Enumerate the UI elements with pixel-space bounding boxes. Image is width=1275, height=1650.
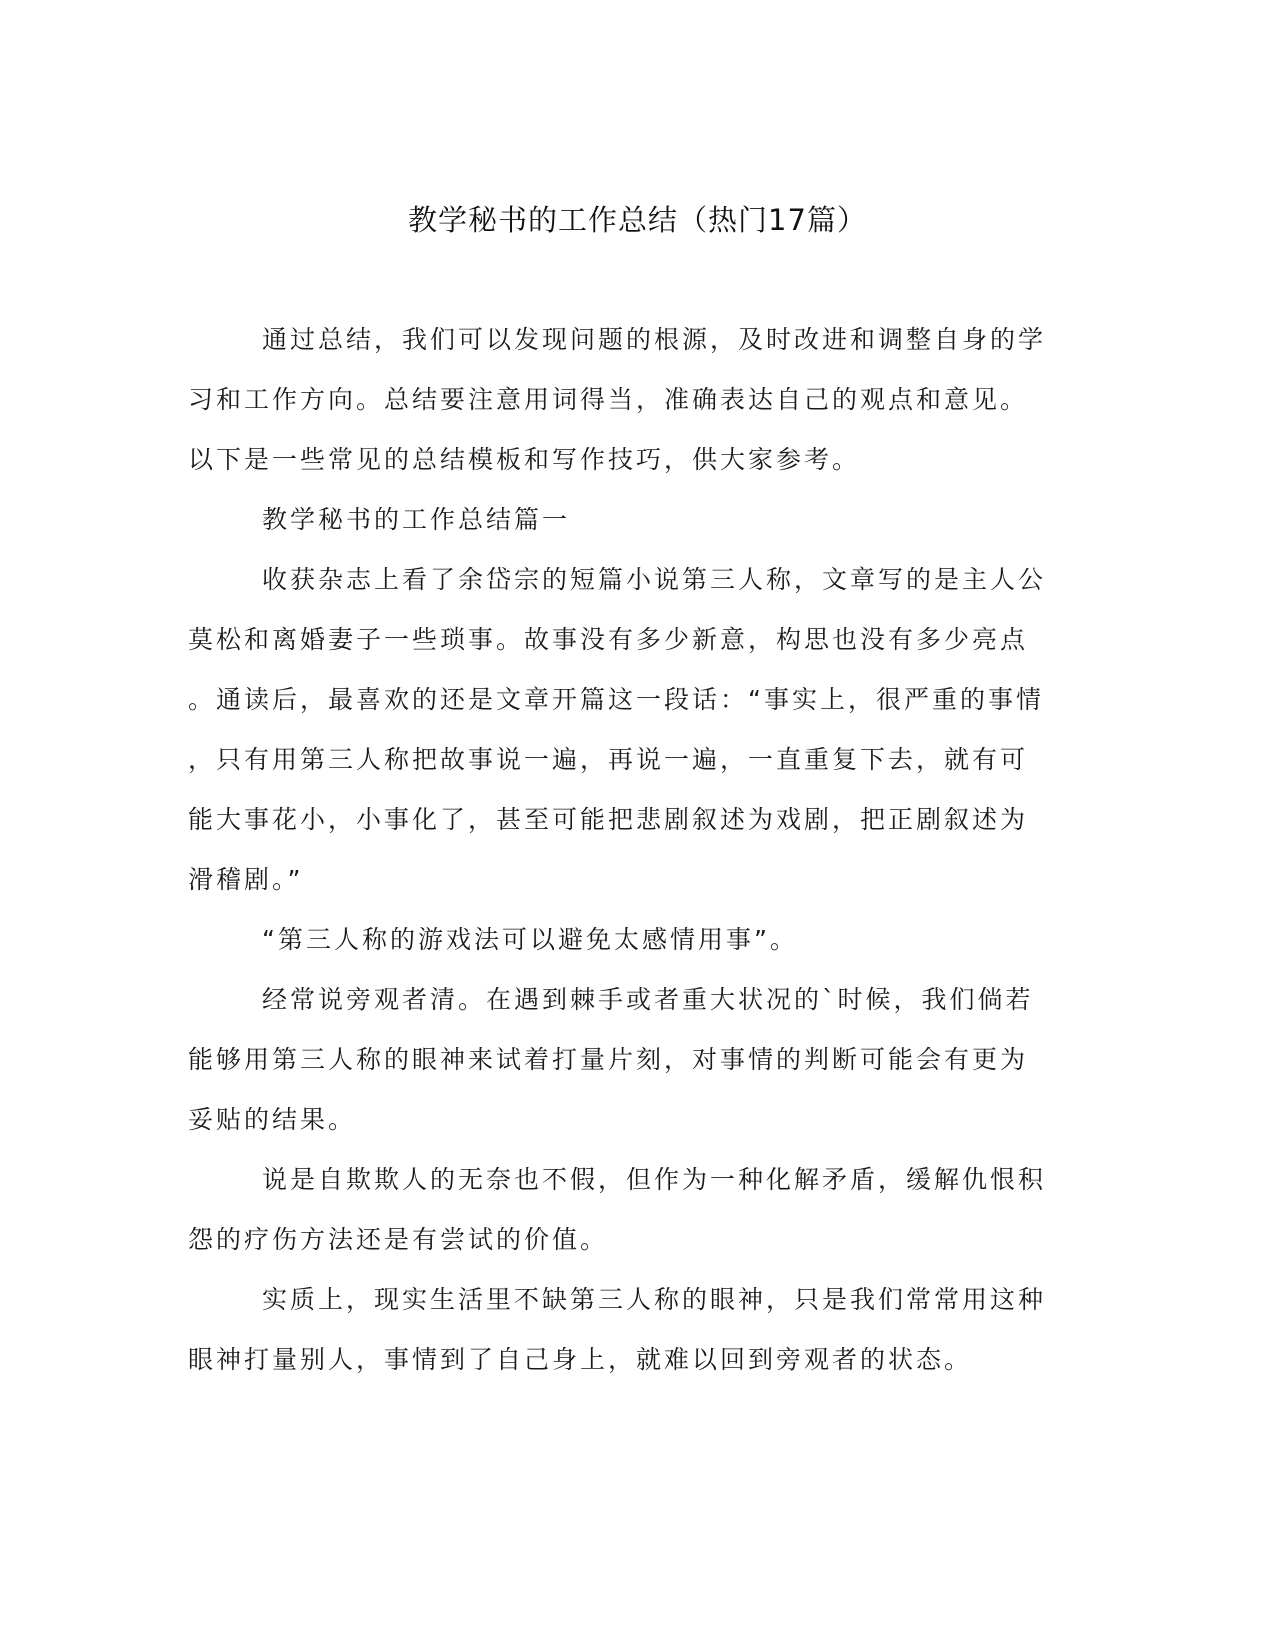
paragraph-5	[188, 1270, 1046, 1390]
text-line: ，只有用第三人称把故事说一遍，再说一遍，一直重复下去，就有可	[188, 745, 1029, 774]
paragraph-4	[188, 1150, 1046, 1270]
text-line: 习和工作方向。总结要注意用词得当，准确表达自己的观点和意见。	[188, 385, 1029, 414]
paragraph-3	[188, 970, 1034, 1150]
paragraph-2	[188, 910, 798, 970]
text-line: 怨的疗伤方法还是有尝试的价值。	[188, 1225, 609, 1254]
text-line: 。通读后，最喜欢的还是文章开篇这一段话：“事实上，很严重的事情	[188, 685, 1044, 714]
text-line: 莫松和离婚妻子一些琐事。故事没有多少新意，构思也没有多少亮点	[188, 625, 1029, 654]
section-heading-text: 教学秘书的工作总结篇一	[262, 505, 571, 534]
text-line: 实质上，现实生活里不缺第三人称的眼神，只是我们常常用这种	[262, 1285, 1047, 1314]
text-line: 收获杂志上看了余岱宗的短篇小说第三人称，文章写的是主人公	[262, 565, 1047, 594]
text-line: 以下是一些常见的总结模板和写作技巧，供大家参考。	[188, 445, 861, 474]
text-line: 眼神打量别人，事情到了自己身上，就难以回到旁观者的状态。	[188, 1345, 973, 1374]
text-line: 说是自欺欺人的无奈也不假，但作为一种化解矛盾，缓解仇恨积	[262, 1165, 1047, 1194]
text-line: 经常说旁观者清。在遇到棘手或者重大状况的`时候，我们倘若	[262, 985, 1034, 1014]
section-heading	[188, 490, 570, 550]
text-line: 滑稽剧。”	[188, 865, 304, 894]
text-line: 通过总结，我们可以发现问题的根源，及时改进和调整自身的学	[262, 325, 1047, 354]
document-title: 教学秘书的工作总结（热门17篇）	[408, 203, 867, 237]
text-line: 能大事花小，小事化了，甚至可能把悲剧叙述为戏剧，把正剧叙述为	[188, 805, 1029, 834]
paragraph-1	[188, 550, 1046, 910]
text-line: 能够用第三人称的眼神来试着打量片刻，对事情的判断可能会有更为	[188, 1045, 1029, 1074]
text-line: “第三人称的游戏法可以避免太感情用事”。	[262, 925, 798, 954]
text-line: 妥贴的结果。	[188, 1105, 357, 1134]
paragraph-intro	[188, 310, 1046, 490]
